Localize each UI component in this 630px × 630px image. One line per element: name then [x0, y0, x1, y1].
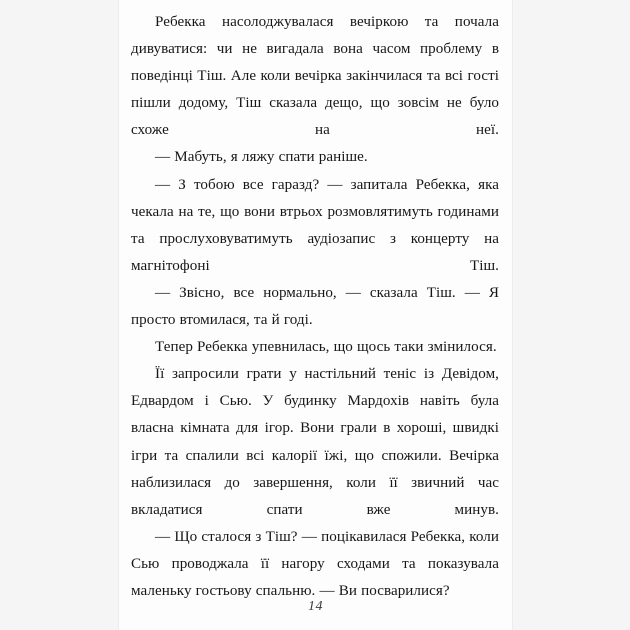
paragraph-1: Ребекка насолоджувалася вечіркою та почала дивуватися: чи не вигадала вона часом проблему в поведінці Тіш. Але коли вечірка закінчилася та всі гості пішли додому, Тіш сказала дещо, що зовсім не було схоже на неї. [131, 14, 499, 139]
paragraph-2-dialogue: — Мабуть, я ляжу спати раніше. [155, 149, 368, 166]
page-edge-left [118, 0, 119, 630]
page-number: 14 [308, 599, 323, 614]
paragraph-3-dialogue: — З тобою все гаразд? — запитала Ребекка, яка чекала на те, що вони втрьох розмовлятимуть годинами та прослуховуватимуть аудіозапис з концерту на магнітофоні Тіш. [131, 176, 499, 274]
paragraph-5: Тепер Ребекка упевнилась, що щось таки змінилося. [155, 339, 497, 356]
paragraph-7-dialogue: — Що сталося з Тіш? — поцікавилася Ребекка, коли Сью проводжала її нагору сходами та показувала маленьку гостьову спальню. — Ви посварилися? [131, 528, 499, 599]
paragraph-4-dialogue: — Звісно, все нормально, — сказала Тіш. — Я просто втомилася, та й годі. [131, 284, 499, 329]
book-page-sheet [118, 0, 513, 630]
page-text-column [131, 9, 499, 605]
page-edge-right [512, 0, 513, 630]
paragraph-6: Її запросили грати у настільний теніс із Девідом, Едвардом і Сью. У будинку Мардохів навіть була власна кімната для ігор. Вони грали в хороші, швидкі ігри та спалили всі калорії їжі, що спожили. Вечірка наблизилася до завершення, коли її звичний час вкладатися спати вже минув. [131, 366, 499, 518]
